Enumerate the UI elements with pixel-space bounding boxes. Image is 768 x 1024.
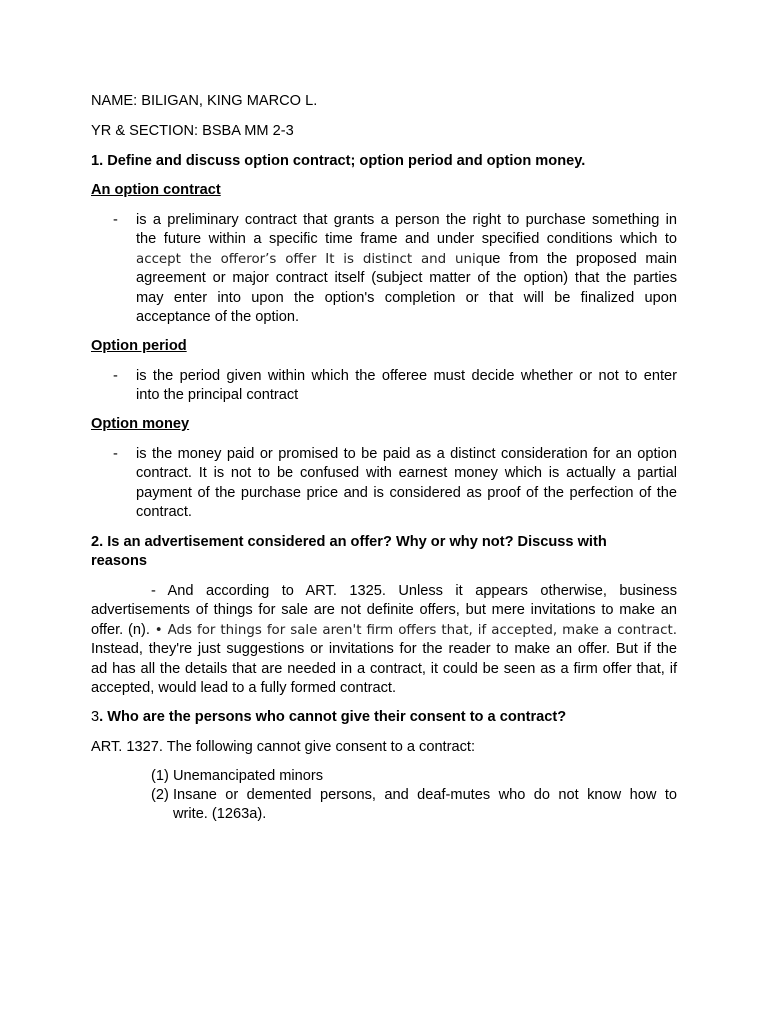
text-line: Instead, they're just suggestions or invitations for the reader to make an offer. But if the	[91, 641, 677, 658]
option-period-definition	[136, 367, 677, 406]
heading-option-period: Option period	[91, 338, 187, 354]
article-1327-intro: ART. 1327. The following cannot give consent to a contract:	[91, 739, 475, 755]
question-3-text: . Who are the persons who cannot give their consent to a contract?	[99, 709, 567, 725]
pasted-text-fragment: accept the offeror’s offer It is distinct and uniq	[136, 251, 485, 267]
text-line: advertisements of things for sale are not definite offers, but mere invitations to make an	[91, 602, 677, 619]
question-2: 2. Is an advertisement considered an offer? Why or why not? Discuss with	[91, 534, 607, 550]
heading-option-money: Option money	[91, 416, 190, 432]
text-line: - And according to ART. 1325. Unless it appears otherwise, business	[151, 583, 677, 599]
text-line: is a preliminary contract that grants a person the right to purchase something in	[136, 212, 677, 228]
text-line: into the principal contract	[136, 387, 299, 404]
text-fragment: ue	[484, 250, 501, 267]
question-2-cont: reasons	[91, 553, 147, 569]
bullet-dash: -	[113, 368, 118, 384]
question-3-number: 3	[91, 709, 100, 725]
pasted-text-fragment: • Ads for things for sale aren't firm offers that, if accepted, make a contract.	[154, 622, 677, 638]
text-line: acceptance of the option.	[136, 309, 300, 326]
text-line: contract.	[136, 504, 192, 521]
text-fragment: from the proposed main	[509, 250, 677, 267]
text-line: payment of the purchase price and is considered as proof of the perfection of the	[136, 484, 677, 501]
text-line-mixed	[136, 250, 677, 269]
student-name: NAME: BILIGAN, KING MARCO L.	[91, 93, 318, 109]
text-fragment: offer. (n).	[91, 621, 155, 638]
list-text	[173, 767, 677, 786]
text-line: is the money paid or promised to be paid as a distinct consideration for an option	[136, 446, 677, 462]
bullet-dash: -	[113, 212, 118, 228]
question-2-answer	[91, 582, 677, 698]
text-line-mixed	[91, 621, 677, 640]
list-text	[173, 786, 677, 825]
text-line: is the period given within which the offeree must decide whether or not to enter	[136, 368, 677, 384]
question-3	[91, 708, 566, 727]
text-line: Unemancipated minors	[173, 768, 324, 784]
text-line: write. (1263a).	[173, 806, 267, 823]
option-money-definition	[136, 445, 677, 523]
text-line: contract. It is not to be confused with earnest money which is actually a partial	[136, 465, 677, 482]
text-line: may enter into upon the option's completion or that will be finalized upon	[136, 289, 677, 306]
heading-option-contract: An option contract	[91, 182, 221, 198]
text-line: the future within a specific time frame and under specified conditions which to	[136, 231, 677, 248]
text-line: agreement or major contract itself (subject matter of the option) that the parties	[136, 270, 677, 287]
text-line: ad has all the details that are needed in a contract, it could be seen as a firm offer that, if	[91, 660, 677, 677]
option-contract-definition	[136, 211, 677, 327]
question-1: 1. Define and discuss option contract; option period and option money.	[91, 153, 586, 169]
text-line: Insane or demented persons, and deaf-mutes who do not know how to	[173, 787, 677, 803]
list-number: (1)	[151, 768, 169, 784]
text-line: accepted, would lead to a fully formed contract.	[91, 680, 397, 697]
year-section: YR & SECTION: BSBA MM 2-3	[91, 123, 294, 139]
bullet-dash: -	[113, 446, 118, 462]
list-number: (2)	[151, 787, 169, 803]
